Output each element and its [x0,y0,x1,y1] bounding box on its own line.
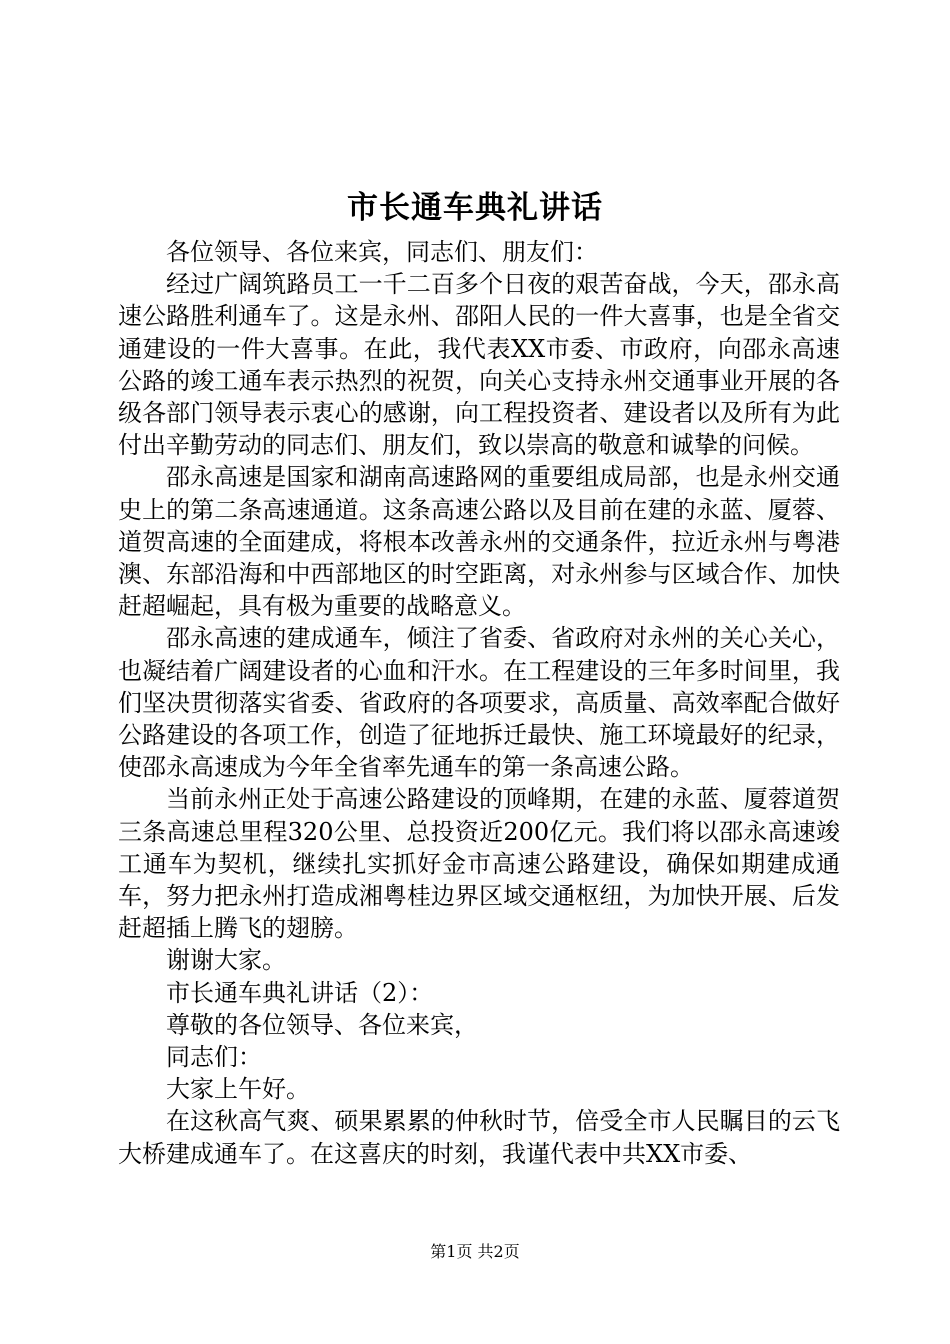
document-title: 市长通车典礼讲话 [347,190,603,226]
page-footer: 第1页 共2页 [430,1242,520,1261]
paragraph: 谢谢大家。 [166,946,286,975]
paragraph: 大家上午好。 [166,1075,310,1104]
paragraph: 尊敬的各位领导、各位来宾， [166,1010,478,1039]
document-body [118,236,840,1170]
paragraph: 市长通车典礼讲话（2）： [166,978,434,1007]
paragraph: 同志们： [166,1043,262,1072]
paragraph: 在这秋高气爽、硕果累累的仲秋时节，倍受全市人民瞩目的云飞大桥建成通车了。在这喜庆的时刻，我谨代表中共XX市委、 [118,1107,840,1168]
paragraph: 当前永州正处于高速公路建设的顶峰期，在建的永蓝、厦蓉道贺三条高速总里程320公里、总投资近200亿元。我们将以邵永高速竣工通车为契机，继续扎实抓好金市高速公路建设，确保如期建成通车，努力把永州打造成湘粤桂边界区域交通枢纽，为加快开展、后发赶超插上腾飞的翅膀。 [118,785,840,943]
paragraph: 邵永高速的建成通车，倾注了省委、省政府对永州的关心关心，也凝结着广阔建设者的心血和汗水。在工程建设的三年多时间里，我们坚决贯彻落实省委、省政府的各项要求，高质量、高效率配合做好公路建设的各项工作，创造了征地拆迁最快、施工环境最好的纪录，使邵永高速成为今年全省率先通车的第一条高速公路。 [118,624,840,782]
paragraph: 邵永高速是国家和湖南高速路网的重要组成局部，也是永州交通史上的第二条高速通道。这条高速公路以及目前在建的永蓝、厦蓉、道贺高速的全面建成，将根本改善永州的交通条件，拉近永州与粤港澳、东部沿海和中西部地区的时空距离，对永州参与区域合作、加快赶超崛起，具有极为重要的战略意义。 [118,463,840,621]
paragraph: 经过广阔筑路员工一千二百多个日夜的艰苦奋战，今天，邵永高速公路胜利通车了。这是永州、邵阳人民的一件大喜事，也是全省交通建设的一件大喜事。在此，我代表XX市委、市政府，向邵永高速公路的竣工通车表示热烈的祝贺，向关心支持永州交通事业开展的各级各部门领导表示衷心的感谢，向工程投资者、建设者以及所有为此付出辛勤劳动的同志们、朋友们，致以崇高的敬意和诚挚的问候。 [118,270,840,460]
paragraph: 各位领导、各位来宾，同志们、朋友们： [166,238,598,266]
